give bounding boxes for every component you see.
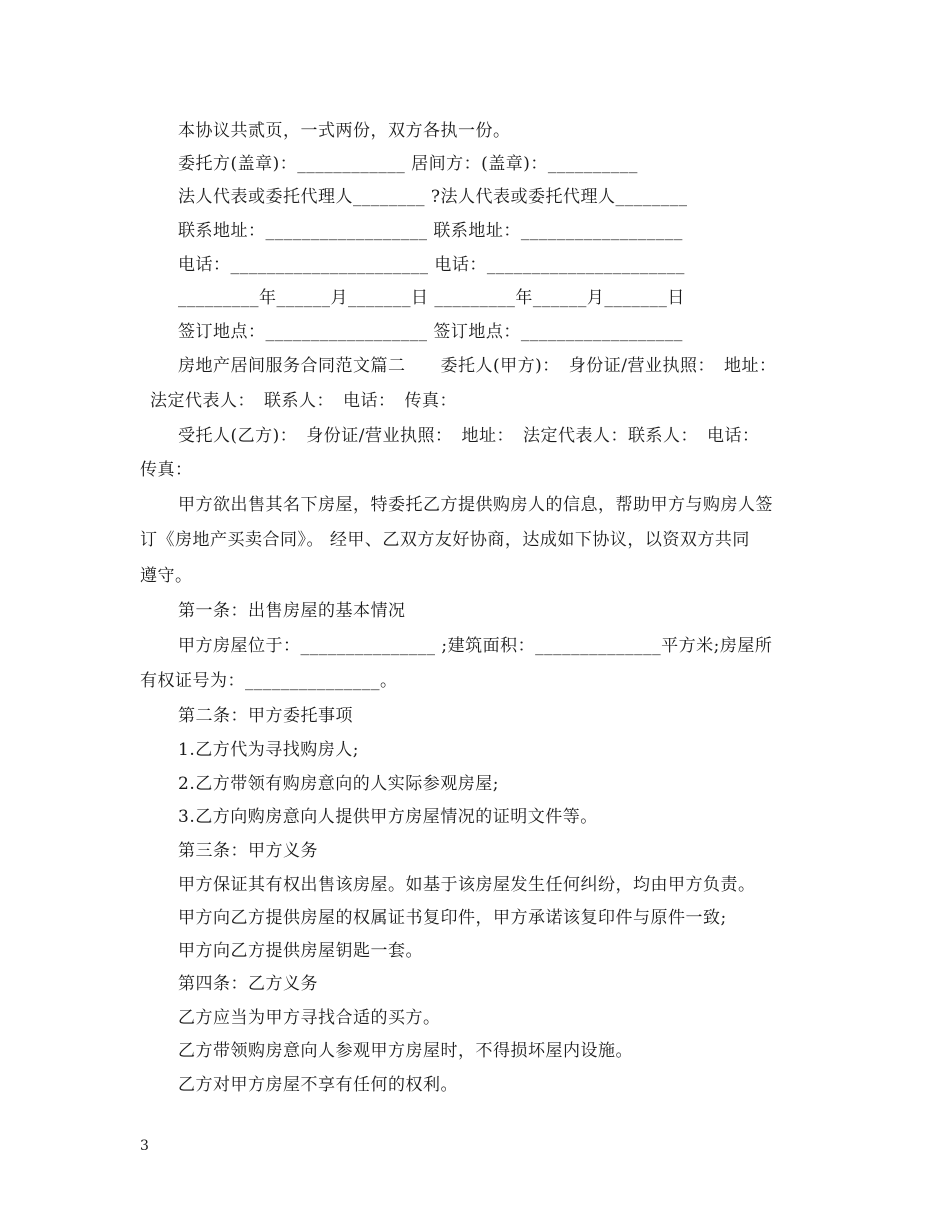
text-line: 3.乙方向购房意向人提供甲方房屋情况的证明文件等。 [178,807,598,827]
text-line: 第一条：出售房屋的基本情况 [178,601,406,621]
text-line: 甲方向乙方提供房屋的权属证书复印件，甲方承诺该复印件与原件一致; [178,908,727,928]
text-line: 遵守。 [140,566,193,586]
text-line: 电话：______________________ 电话：______________________ [178,255,685,275]
text-line: 1.乙方代为寻找购房人; [178,740,359,760]
text-line: 本协议共贰页，一式两份，双方各执一份。 [178,121,511,141]
text-line: 2.乙方带领有购房意向的人实际参观房屋; [178,774,499,794]
text-line: 房地产居间服务合同范文篇二 委托人(甲方)： 身份证/营业执照： 地址： [178,356,777,376]
text-line: _________年______月_______日 _________年______月_______日 [178,288,685,308]
text-line: 联系地址：__________________ 联系地址：__________________ [178,221,683,241]
text-line: 法定代表人： 联系人： 电话： 传真： [150,391,457,411]
text-line: 乙方对甲方房屋不享有任何的权利。 [178,1075,458,1095]
text-line: 签订地点：__________________ 签订地点：__________________ [178,322,683,342]
text-line: 甲方房屋位于：_______________ ;建筑面积：______________平方米;房屋所 [178,636,773,656]
text-line: 甲方欲出售其名下房屋，特委托乙方提供购房人的信息，帮助甲方与购房人签 [178,495,773,515]
text-line: 第二条：甲方委托事项 [178,706,353,726]
text-line: 乙方带领购房意向人参观甲方房屋时，不得损坏屋内设施。 [178,1041,633,1061]
text-line: 传真： [140,460,193,480]
text-line: 甲方保证其有权出售该房屋。如基于该房屋发生任何纠纷，均由甲方负责。 [178,875,756,895]
text-line: 乙方应当为甲方寻找合适的买方。 [178,1008,441,1028]
text-line: 甲方向乙方提供房屋钥匙一套。 [178,941,423,961]
text-line: 第三条：甲方义务 [178,841,318,861]
text-line: 受托人(乙方)： 身份证/营业执照： 地址： 法定代表人：联系人： 电话： [178,426,760,446]
page-number: 3 [140,1138,150,1154]
text-line: 有权证号为：_______________。 [140,671,398,691]
text-line: 委托方(盖章)：____________ 居间方：(盖章)：__________ [178,154,638,174]
text-line: 法人代表或委托代理人________ ?法人代表或委托代理人________ [178,187,688,207]
text-line: 第四条：乙方义务 [178,974,318,994]
text-line: 订《房地产买卖合同》。 经甲、乙双方友好协商，达成如下协议，以资双方共同 [140,530,750,550]
